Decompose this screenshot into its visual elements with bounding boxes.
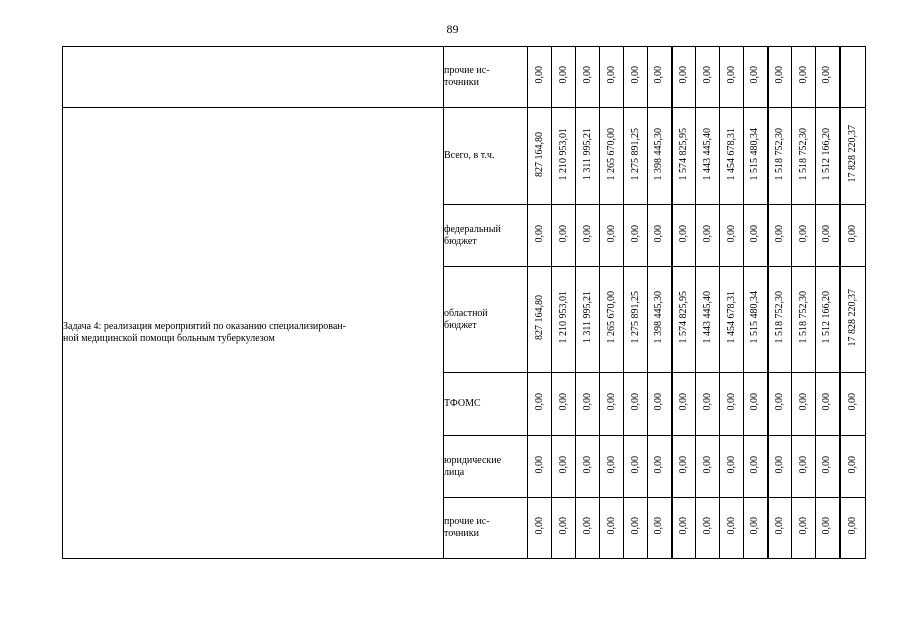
value-cell [672, 47, 696, 108]
value-text: 0,00 [629, 393, 641, 411]
value-cell [624, 267, 648, 373]
budget-table [62, 46, 866, 559]
value-text: 1 574 825,95 [677, 127, 689, 181]
value-text: 0,00 [557, 66, 569, 84]
value-text: 0,00 [797, 66, 809, 84]
value-cell [792, 267, 816, 373]
value-text: 0,00 [629, 224, 641, 243]
value-cell [552, 108, 576, 205]
task-cell [63, 47, 444, 108]
value-cell [744, 498, 768, 559]
value-cell [600, 436, 624, 498]
value-text: 827 164,80 [533, 131, 545, 177]
value-cell [768, 436, 792, 498]
value-text: 0,00 [677, 517, 689, 535]
value-cell [576, 267, 600, 373]
value-cell [600, 47, 624, 108]
value-cell [576, 205, 600, 267]
value-cell [744, 108, 768, 205]
value-text: 0,00 [557, 455, 569, 474]
funding-source-label: областной бюджет [444, 267, 528, 373]
value-cell [816, 267, 840, 373]
value-cell [528, 436, 552, 498]
value-text: 0,00 [605, 393, 617, 411]
value-cell [528, 205, 552, 267]
value-text: 0,00 [533, 66, 545, 84]
value-cell [768, 47, 792, 108]
value-text: 0,00 [749, 455, 761, 474]
value-cell [624, 498, 648, 559]
value-cell [600, 498, 624, 559]
page-number: 89 [446, 22, 459, 36]
value-cell [648, 205, 672, 267]
value-text: 0,00 [749, 224, 761, 243]
value-text: 0,00 [629, 66, 641, 84]
value-text: 17 828 220,37 [846, 125, 858, 183]
value-cell [816, 373, 840, 436]
value-text: 0,00 [725, 224, 737, 243]
value-cell [576, 436, 600, 498]
value-cell [696, 373, 720, 436]
value-text: 0,00 [677, 455, 689, 474]
value-text: 0,00 [821, 393, 833, 411]
value-text: 0,00 [605, 66, 617, 84]
value-text: 1 515 480,34 [749, 291, 761, 344]
value-cell [720, 498, 744, 559]
value-text: 1 512 166,20 [821, 291, 833, 344]
value-text: 1 512 166,20 [821, 127, 833, 181]
value-text: 1 454 678,31 [725, 127, 737, 181]
value-text: 0,00 [773, 224, 785, 243]
table-row [63, 47, 866, 108]
value-text: 1 518 752,30 [797, 291, 809, 344]
value-cell [696, 47, 720, 108]
value-cell [624, 108, 648, 205]
value-text: 0,00 [773, 393, 785, 411]
value-cell [624, 205, 648, 267]
value-text: 1 311 995,21 [581, 291, 593, 344]
funding-source-label: федеральный бюджет [444, 205, 528, 267]
value-text: 0,00 [581, 224, 593, 243]
value-text: 827 164,80 [533, 295, 545, 340]
funding-source-label: прочие ис- точники [444, 498, 528, 559]
value-cell [648, 267, 672, 373]
funding-source-label: юридические лица [444, 436, 528, 498]
value-text: 0,00 [821, 517, 833, 535]
value-cell [528, 47, 552, 108]
value-cell [720, 205, 744, 267]
value-cell [840, 47, 866, 108]
value-cell [840, 267, 866, 373]
value-cell [768, 498, 792, 559]
value-text: 0,00 [846, 224, 858, 243]
value-cell [648, 108, 672, 205]
value-cell [792, 498, 816, 559]
value-cell [696, 205, 720, 267]
value-cell [672, 436, 696, 498]
value-text: 0,00 [773, 455, 785, 474]
value-text: 0,00 [605, 517, 617, 535]
value-text: 0,00 [653, 224, 665, 243]
value-cell [840, 498, 866, 559]
value-text: 0,00 [701, 517, 713, 535]
value-text: 1 515 480,34 [749, 127, 761, 181]
value-text: 0,00 [725, 455, 737, 474]
value-text: 1 574 825,95 [677, 291, 689, 344]
value-text: 0,00 [581, 393, 593, 411]
value-text: 0,00 [581, 517, 593, 535]
value-text: 0,00 [533, 455, 545, 474]
value-cell [600, 205, 624, 267]
value-cell [576, 373, 600, 436]
value-text: 1 443 445,40 [701, 127, 713, 181]
value-cell [672, 267, 696, 373]
value-cell [552, 205, 576, 267]
value-cell [648, 498, 672, 559]
value-text: 0,00 [629, 455, 641, 474]
value-text: 0,00 [749, 66, 761, 84]
value-text: 1 518 752,30 [797, 127, 809, 181]
value-text: 0,00 [749, 393, 761, 411]
value-text: 0,00 [773, 517, 785, 535]
value-cell [720, 373, 744, 436]
value-cell [744, 47, 768, 108]
value-cell [792, 373, 816, 436]
value-cell [552, 498, 576, 559]
value-cell [552, 373, 576, 436]
funding-source-label: Всего, в т.ч. [444, 108, 528, 205]
value-text: 0,00 [533, 393, 545, 411]
value-text: 1 518 752,30 [773, 291, 785, 344]
funding-source-label: ТФОМС [444, 373, 528, 436]
value-text: 0,00 [725, 66, 737, 84]
value-cell [792, 436, 816, 498]
value-text: 0,00 [821, 455, 833, 474]
value-cell [528, 498, 552, 559]
value-cell [696, 498, 720, 559]
value-text: 0,00 [821, 66, 833, 84]
value-text: 0,00 [581, 66, 593, 84]
value-cell [624, 436, 648, 498]
value-cell [816, 436, 840, 498]
value-text: 0,00 [629, 517, 641, 535]
value-text: 0,00 [581, 455, 593, 474]
value-cell [624, 373, 648, 436]
value-text: 1 454 678,31 [725, 291, 737, 344]
value-cell [552, 267, 576, 373]
value-text: 1 518 752,30 [773, 127, 785, 181]
value-cell [792, 108, 816, 205]
value-text: 0,00 [797, 455, 809, 474]
table-row [63, 108, 866, 205]
value-text: 0,00 [725, 393, 737, 411]
value-cell [792, 205, 816, 267]
value-cell [792, 47, 816, 108]
value-cell [528, 373, 552, 436]
value-cell [744, 205, 768, 267]
value-text: 0,00 [701, 66, 713, 84]
value-cell [720, 47, 744, 108]
value-text: 0,00 [701, 393, 713, 411]
value-cell [816, 47, 840, 108]
value-cell [576, 47, 600, 108]
value-cell [576, 498, 600, 559]
value-cell [768, 205, 792, 267]
value-cell [816, 498, 840, 559]
value-cell [648, 436, 672, 498]
value-cell [696, 108, 720, 205]
value-cell [672, 373, 696, 436]
value-text: 0,00 [533, 517, 545, 535]
value-cell [768, 373, 792, 436]
value-cell [840, 205, 866, 267]
value-text: 0,00 [653, 393, 665, 411]
value-cell [840, 108, 866, 205]
value-cell [648, 373, 672, 436]
value-text: 0,00 [797, 393, 809, 411]
value-cell [624, 47, 648, 108]
value-text: 0,00 [821, 224, 833, 243]
value-text: 0,00 [557, 224, 569, 243]
value-cell [744, 373, 768, 436]
value-text: 1 210 953,01 [557, 127, 569, 181]
value-text: 0,00 [533, 224, 545, 243]
value-text: 0,00 [677, 393, 689, 411]
value-text: 0,00 [846, 517, 858, 535]
value-cell [768, 267, 792, 373]
value-cell [768, 108, 792, 205]
value-text: 0,00 [797, 224, 809, 243]
value-cell [672, 498, 696, 559]
value-cell [720, 108, 744, 205]
value-text: 0,00 [725, 517, 737, 535]
value-text: 0,00 [653, 517, 665, 535]
value-cell [600, 373, 624, 436]
value-text: 0,00 [797, 517, 809, 535]
value-text: 0,00 [557, 517, 569, 535]
value-cell [528, 108, 552, 205]
value-cell [816, 205, 840, 267]
value-cell [696, 436, 720, 498]
value-cell [672, 108, 696, 205]
value-cell [648, 47, 672, 108]
value-text: 0,00 [605, 224, 617, 243]
value-text: 0,00 [605, 455, 617, 474]
value-text: 0,00 [677, 224, 689, 243]
value-cell [744, 267, 768, 373]
value-text: 1 398 445,30 [653, 127, 665, 181]
value-text: 1 311 995,21 [581, 127, 593, 181]
value-text: 0,00 [846, 455, 858, 474]
value-cell [672, 205, 696, 267]
value-cell [720, 436, 744, 498]
value-cell [696, 267, 720, 373]
value-text: 0,00 [773, 66, 785, 84]
value-text: 1 443 445,40 [701, 291, 713, 344]
value-text: 1 265 670,00 [605, 127, 617, 181]
value-cell [552, 47, 576, 108]
value-cell [576, 108, 600, 205]
value-cell [840, 436, 866, 498]
value-text: 1 265 670,00 [605, 291, 617, 344]
value-text: 0,00 [846, 393, 858, 411]
value-cell [744, 436, 768, 498]
value-text: 0,00 [701, 224, 713, 243]
value-text: 1 210 953,01 [557, 291, 569, 344]
value-cell [816, 108, 840, 205]
value-text: 1 398 445,30 [653, 291, 665, 344]
value-cell [600, 108, 624, 205]
task-title: Задача 4: реализация мероприятий по оказанию специализирован- ной медицинской помощи больным туберкулезом [63, 108, 444, 559]
value-text: 0,00 [653, 66, 665, 84]
value-text: 1 275 891,25 [629, 291, 641, 344]
funding-source-label: прочие ис- точники [444, 47, 528, 108]
value-text: 0,00 [749, 517, 761, 535]
value-text: 0,00 [653, 455, 665, 474]
value-text: 1 275 891,25 [629, 127, 641, 181]
value-cell [528, 267, 552, 373]
value-cell [720, 267, 744, 373]
value-text: 17 828 220,37 [846, 288, 858, 347]
value-text: 0,00 [701, 455, 713, 474]
value-cell [600, 267, 624, 373]
value-text: 0,00 [557, 393, 569, 411]
value-cell [552, 436, 576, 498]
value-cell [840, 373, 866, 436]
value-text: 0,00 [677, 66, 689, 84]
